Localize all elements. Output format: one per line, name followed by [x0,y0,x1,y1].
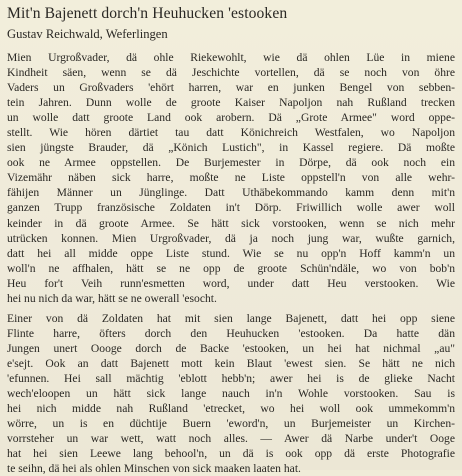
text-line: fähijen Männer un Jünglinge. Datt Uthäbekommando kamm denn mit'n [7,186,455,200]
text-line: te seihn, dä hei als ohlen Minschen von sick maaken laaten hat. [7,462,301,476]
text-line: 'efunnen. Hei sall mächtig 'eblott hebb'n; awer hei is de glieke Nacht [7,371,455,385]
text-line: Heu for't Veih runn'esmetten word, under datt Heu verstooken. Wie [7,276,455,290]
text-line: tein Jahren. Dunn wolle de groote Kaiser Napoljon nah Rußland trecken [7,96,455,110]
text-line: ook ne Armee oppstellen. De Burjemester in Dörpe, dä ook noch ein [7,156,455,170]
article-paragraph-2 [7,311,455,476]
text-line: Jungen unert Oooge dorch de Backe 'estooken, un hei hat nichmal „au" [7,341,455,355]
text-line: stellt. Wie hören därtiet tau datt Könichreich Westfalen, wo Napoljon [7,126,455,140]
text-line: utrücken konnen. Mien Urgroßvader, dä ja noch jung war, wußte garnich, [7,231,455,245]
article-paragraph-1 [7,50,455,306]
text-line: Flinte harre, öfters dorch den Heuhucken 'estooken. Da hatte dän [7,326,455,340]
text-line: keinder in dä groote Armee. Se hätt sick vorstooken, wenn se nich mehr [7,216,455,230]
article-title: Mit'n Bajenett dorch'n Heuhucken 'estooken [7,5,288,22]
text-line: woll'n ne affhalen, hätt se ne opp de groote Schün'ndäle, wo von bob'n [7,261,455,275]
text-line: ganzen Trupp französische Zoldaten in't Dörp. Friwillich wolle awer woll [7,201,455,215]
text-line: Vizemähr näben sick harre, moßte ne Liste oppstell'n von alle wehr- [7,171,455,185]
text-line: wech'eloopen un hätt sick lange nauch in'n Wohle vorstooken. Sau is [7,387,455,401]
text-line: Mien Urgroßvader, dä ohle Riekewohlt, wie dä ohlen Lüe in miene [7,51,455,64]
text-line: hat hei sien Leewe lang behool'n, un dä is ook opp dä erste Photografie [7,447,455,461]
text-line: datt hei all midde oppe Liste stund. Wie se nu opp'n Hoff kamm'n un [7,246,455,260]
text-line: Einer von dä Zoldaten hat mit sien lange Bajenett, datt hei opp siene [7,311,455,325]
text-line: hei nu nich da war, hätt se ne owerall 'esocht. [7,291,217,305]
text-line: Kindheit säen, wenn se dä Jeschichte vortellen, dä se noch von öhre [7,66,455,80]
text-line: e'sejt. Ook an datt Bajenett mott kein Blaut 'ewest sien. Se hätt ne nich [7,356,455,370]
text-line: hei nich midde nah Rußland 'etrecket, wo hei woll ook ummekomm'n [7,402,455,416]
text-line: wörre, un is en düchtije Buern 'eword'n, un Burjemeister un Kirchen- [7,417,455,431]
article-author: Gustav Reichwald, Weferlingen [7,27,168,41]
text-line: Vaders un Großvaders 'ehört harren, war en junken Bengel von sebben- [7,81,455,95]
text-line: sien jüngste Brauder, dä „Könich Lustich", in Kassel regiere. Dä moßte [7,141,455,155]
text-line: un wolle datt groote Land ook arobern. Dä „Grote Armee" word oppe- [7,111,455,125]
text-line: vorrsteher un war wett, watt noch alles. — Awer dä Narbe under't Ooge [7,432,455,446]
